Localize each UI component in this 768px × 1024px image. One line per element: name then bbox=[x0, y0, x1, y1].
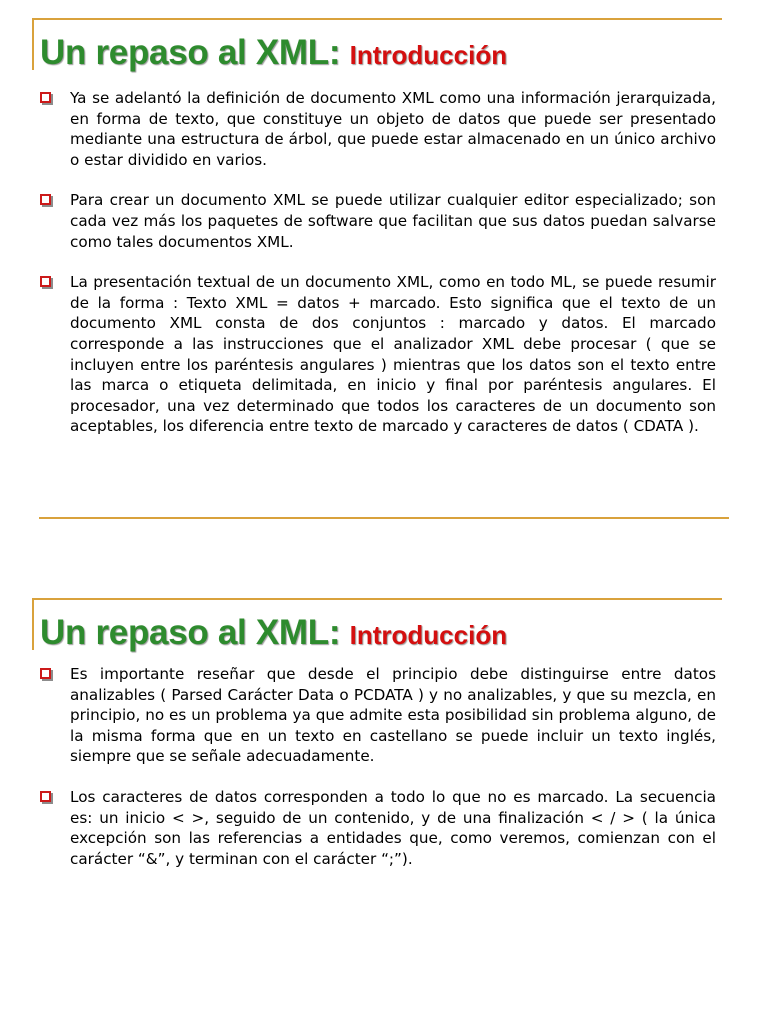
title-sub: Introducción bbox=[349, 620, 508, 650]
title-sub: Introducción bbox=[349, 40, 508, 70]
bullet-list bbox=[40, 664, 716, 869]
slide-title bbox=[40, 613, 507, 653]
bullet-text: Para crear un documento XML se puede utilizar cualquier editor especializado; son cada vez más los paquetes de software que facilitan que sus datos puedan salvarse como tales documentos XML. bbox=[70, 191, 716, 251]
checkbox-square-bullet-icon bbox=[40, 276, 51, 287]
title-main: Un repaso al XML: bbox=[40, 613, 350, 652]
checkbox-square-bullet-icon bbox=[40, 791, 51, 802]
checkbox-square-bullet-icon bbox=[40, 194, 51, 205]
slide-title bbox=[40, 33, 507, 73]
bullet-text: La presentación textual de un documento XML, como en todo ML, se puede resumir de la forma : Texto XML = datos + marcado. Esto significa que el texto de un documento XML consta de dos conjuntos : marcado y datos. El marcado corresponde a las instrucciones que el analizador XML debe procesar ( que se incluyen entre los paréntesis angulares ) mientras que los datos son el texto entre las marca o etiqueta delimitada, en inicio y final por paréntesis angulares. El procesador, una vez determinado que todos los caracteres de un documento son aceptables, los diferencia entre texto de marcado y caracteres de datos ( CDATA ). bbox=[70, 273, 716, 436]
bullet-text: Es importante reseñar que desde el principio debe distinguirse entre datos analizables ( Parsed Carácter Data o PCDATA ) y no analizables, y que su mezcla, en principio, no es un problema ya que admite esta posibilidad sin problema alguno, de la misma forma que en un texto en castellano se puede incluir un texto inglés, siempre que se señale adecuadamente. bbox=[70, 665, 716, 766]
list-item bbox=[40, 272, 716, 437]
slide-2 bbox=[0, 580, 768, 1024]
checkbox-square-bullet-icon bbox=[40, 668, 51, 679]
title-main: Un repaso al XML: bbox=[40, 33, 350, 72]
top-rule bbox=[32, 18, 722, 20]
bullet-text: Ya se adelantó la definición de documento XML como una información jerarquizada, en forma de texto, que constituye un objeto de datos que puede ser presentado mediante una estructura de árbol, que puede estar almacenado en un único archivo o estar dividido en varios. bbox=[70, 89, 716, 169]
left-rule bbox=[32, 18, 34, 70]
bullet-list bbox=[40, 88, 716, 437]
list-item bbox=[40, 88, 716, 170]
bottom-rule bbox=[39, 517, 729, 519]
list-item bbox=[40, 787, 716, 869]
list-item bbox=[40, 664, 716, 767]
top-rule bbox=[32, 598, 722, 600]
checkbox-square-bullet-icon bbox=[40, 92, 51, 103]
bullet-text: Los caracteres de datos corresponden a todo lo que no es marcado. La secuencia es: un inicio < >, seguido de un contenido, y de una finalización < / > ( la única excepción son las referencias a entidades que, como veremos, comienzan con el carácter “&”, y terminan con el carácter “;”). bbox=[70, 787, 716, 868]
left-rule bbox=[32, 598, 34, 650]
list-item bbox=[40, 190, 716, 252]
